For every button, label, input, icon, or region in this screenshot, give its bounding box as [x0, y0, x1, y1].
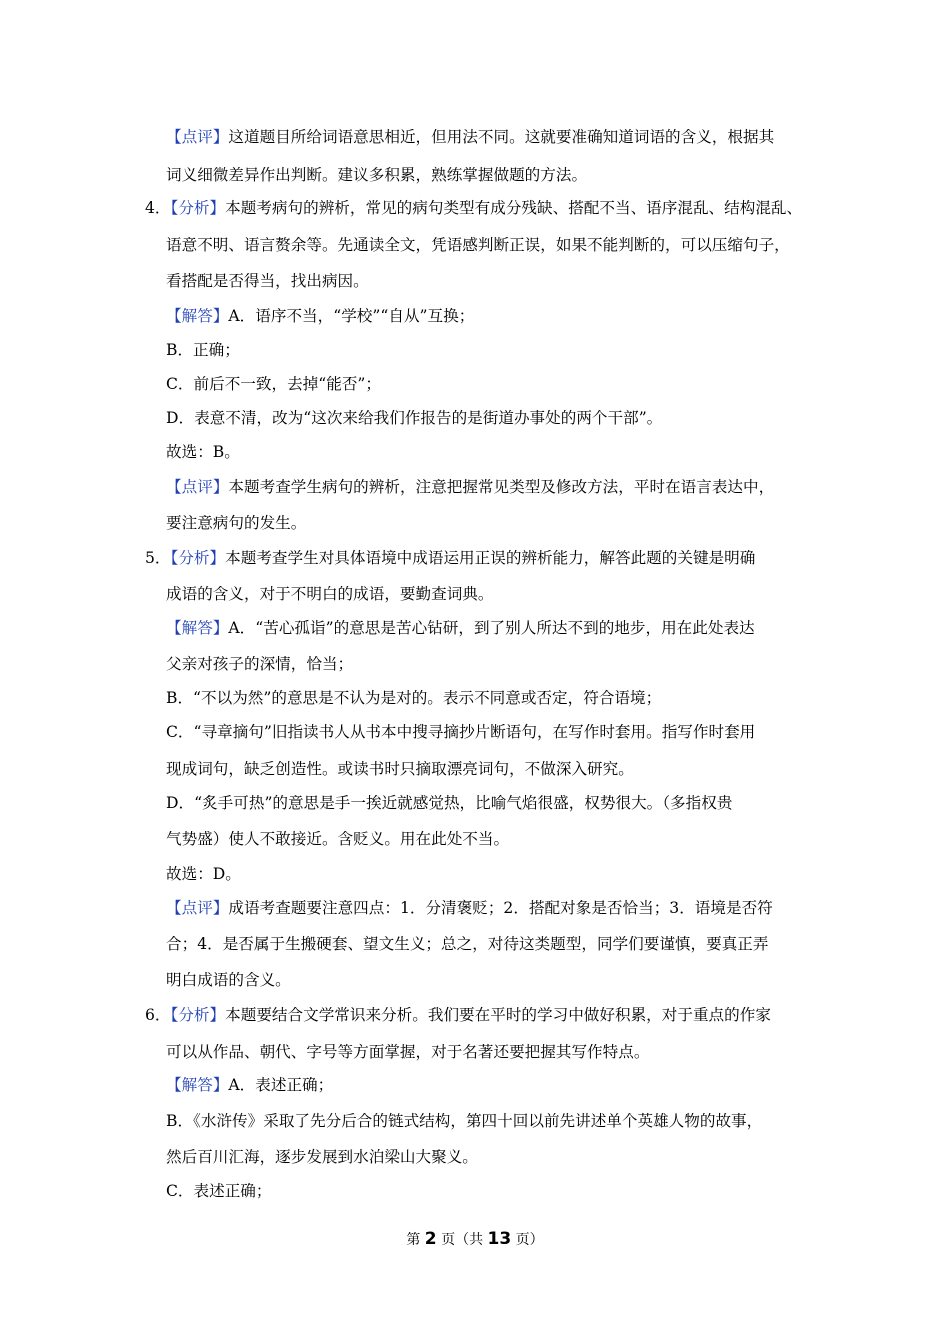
text: 本题考查学生对具体语境中成语运用正误的辨析能力，解答此题的关键是明确 [225, 549, 756, 567]
text: A．“苦心孤诣”的意思是苦心钻研，到了别人所达不到的地步，用在此处表达 [228, 619, 755, 637]
text-line: 语意不明、语言赘余等。先通读全文，凭语感判断正误，如果不能判断的，可以压缩句子， [166, 236, 790, 254]
text-line: 成语的含义，对于不明白的成语，要勤查词典。 [166, 585, 494, 603]
question-number: 4． [145, 199, 171, 217]
label-tag: 解答 [181, 307, 213, 325]
label-tag: 点评 [181, 478, 213, 496]
question-6-analysis-line: 6．【分析】本题要结合文学常识来分析。我们要在平时的学习中做好积累，对于重点的作家 [145, 1006, 771, 1024]
page-footer: 第 2 页（共 13 页） [406, 1229, 544, 1249]
text-line: C．“寻章摘句”旧指读书人从书本中搜寻摘抄片断语句，在写作时套用。指写作时套用 [166, 723, 756, 741]
comment-line: 【点评】成语考查题要注意四点：1．分清褒贬；2．搭配对象是否恰当；3．语境是否符 [166, 899, 773, 917]
question-number: 5． [145, 549, 171, 567]
page-number: 2 [424, 1229, 437, 1249]
text-line: 要注意病句的发生。 [166, 514, 307, 532]
answer-line: 【解答】A．表述正确； [166, 1076, 334, 1094]
question-number: 6． [145, 1006, 171, 1024]
text-line: C．表述正确； [166, 1182, 272, 1200]
question-4-analysis-line: 4．【分析】本题考病句的辨析，常见的病句类型有成分残缺、搭配不当、语序混乱、结构混乱、 [145, 199, 803, 217]
text-line: B．正确； [166, 341, 240, 359]
text: 这道题目所给词语意思相近，但用法不同。这就要准确知道词语的含义，根据其 [228, 128, 775, 146]
label-tag: 解答 [181, 619, 213, 637]
text: 成语考查题要注意四点：1．分清褒贬；2．搭配对象是否恰当；3．语境是否符 [228, 899, 773, 917]
text: 本题要结合文学常识来分析。我们要在平时的学习中做好积累，对于重点的作家 [225, 1006, 771, 1024]
text-line: 明白成语的含义。 [166, 971, 291, 989]
text-line: B．“不以为然”的意思是不认为是对的。表示不同意或否定，符合语境； [166, 689, 662, 707]
label-tag: 分析 [178, 1006, 210, 1024]
text-line: 故选：D。 [166, 865, 241, 883]
text: 本题考查学生病句的辨析，注意把握常见类型及修改方法，平时在语言表达中， [228, 478, 775, 496]
text-line: D．“炙手可热”的意思是手一挨近就感觉热，比喻气焰很盛，权势很大。（多指权贵 [166, 794, 733, 812]
label-tag: 点评 [181, 899, 213, 917]
text-line: 父亲对孩子的深情，恰当； [166, 655, 354, 673]
label-tag: 解答 [181, 1076, 213, 1094]
label-tag: 点评 [181, 128, 213, 146]
comment-line: 【点评】这道题目所给词语意思相近，但用法不同。这就要准确知道词语的含义，根据其 [166, 128, 775, 146]
text-line: B．《水浒传》采取了先分后合的链式结构，第四十回以前先讲述单个英雄人物的故事， [166, 1112, 763, 1130]
text-line: 气势盛）使人不敢接近。含贬义。用在此处不当。 [166, 830, 510, 848]
answer-line: 【解答】A．语序不当，“学校”“自从”互换； [166, 307, 475, 325]
page-total: 13 [487, 1229, 512, 1249]
text: A．语序不当，“学校”“自从”互换； [228, 307, 475, 325]
text-line: 现成词句，缺乏创造性。或读书时只摘取漂亮词句，不做深入研究。 [166, 760, 634, 778]
text: A．表述正确； [228, 1076, 334, 1094]
text-line: 合；4．是否属于生搬硬套、望文生义；总之，对待这类题型，同学们要谨慎，要真正弄 [166, 935, 769, 953]
text: 本题考病句的辨析，常见的病句类型有成分残缺、搭配不当、语序混乱、结构混乱、 [225, 199, 803, 217]
label-tag: 分析 [178, 199, 210, 217]
text-line: 词义细微差异作出判断。建议多积累，熟练掌握做题的方法。 [166, 166, 588, 184]
text-line: 看搭配是否得当，找出病因。 [166, 272, 369, 290]
text-line: 然后百川汇海，逐步发展到水泊梁山大聚义。 [166, 1148, 478, 1166]
label-tag: 分析 [178, 549, 210, 567]
text-line: C．前后不一致，去掉“能否”； [166, 375, 382, 393]
answer-line: 【解答】A．“苦心孤诣”的意思是苦心钻研，到了别人所达不到的地步，用在此处表达 [166, 619, 755, 637]
text-line: 可以从作品、朝代、字号等方面掌握，对于名著还要把握其写作特点。 [166, 1043, 650, 1061]
text-line: 故选：B。 [166, 443, 240, 461]
comment-line: 【点评】本题考查学生病句的辨析，注意把握常见类型及修改方法，平时在语言表达中， [166, 478, 775, 496]
question-5-analysis-line: 5．【分析】本题考查学生对具体语境中成语运用正误的辨析能力，解答此题的关键是明确 [145, 549, 756, 567]
text-line: D．表意不清，改为“这次来给我们作报告的是街道办事处的两个干部”。 [166, 409, 663, 427]
